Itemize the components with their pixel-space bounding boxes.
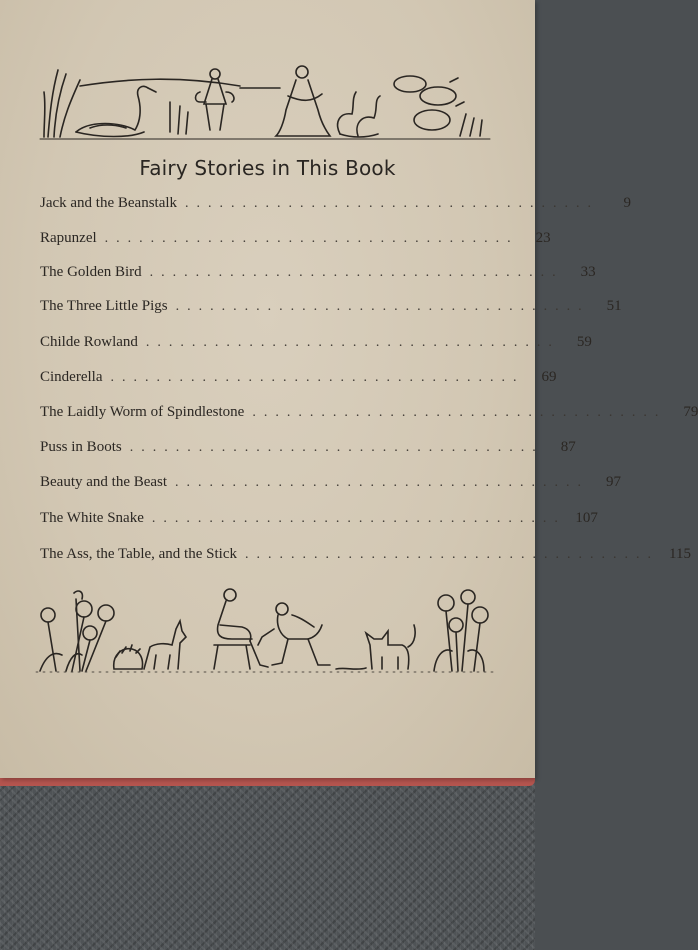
- dot-leader: ....................................: [175, 475, 590, 490]
- page-title: Fairy Stories in This Book: [139, 156, 396, 180]
- toc-entry-page: 79: [683, 404, 698, 420]
- toc-entry-title: Jack and the Beanstalk: [40, 195, 178, 211]
- toc-entry[interactable]: [40, 230, 551, 254]
- toc-entry-title: Rapunzel: [40, 230, 97, 246]
- toc-entry[interactable]: [40, 439, 576, 463]
- toc-entry-page: 97: [606, 474, 622, 490]
- dot-leader: ....................................: [151, 511, 566, 526]
- toc-entry-page: 33: [580, 264, 596, 280]
- toc-entry-page: 87: [560, 439, 576, 455]
- kneeling-prince-drawing: [258, 603, 330, 665]
- toc-entry-title: Beauty and the Beast: [40, 474, 168, 490]
- dot-leader: ....................................: [104, 231, 519, 246]
- toc-entry-title: Cinderella: [40, 369, 103, 385]
- dot-leader: ....................................: [185, 196, 600, 211]
- toc-entry-title: The Ass, the Table, and the Stick: [40, 546, 237, 562]
- toc-entry-title: The Golden Bird: [40, 264, 142, 280]
- cat-drawing: [366, 625, 415, 669]
- toc-entry-title: Puss in Boots: [40, 439, 122, 455]
- toc-entry[interactable]: [40, 195, 632, 219]
- bottom-illustration: [36, 585, 496, 677]
- toc-entry-title: The White Snake: [40, 510, 144, 526]
- carpet-background: [0, 780, 535, 950]
- toc-entry[interactable]: [40, 474, 622, 498]
- toc-entry[interactable]: [40, 264, 596, 288]
- toc-entry[interactable]: [40, 546, 691, 570]
- toc-entry[interactable]: [40, 369, 557, 393]
- toc-entry-page: 9: [623, 195, 632, 211]
- toc-entry[interactable]: [40, 334, 592, 358]
- toc-entry[interactable]: [40, 510, 598, 534]
- dot-leader: ....................................: [244, 547, 659, 562]
- flowers-drawing: [40, 591, 114, 671]
- dot-leader: ....................................: [145, 335, 560, 350]
- toc-entry[interactable]: [40, 298, 622, 322]
- girl-on-stool-drawing: [214, 589, 268, 669]
- dot-leader: ....................................: [129, 440, 544, 455]
- flowers-right-drawing: [434, 590, 488, 671]
- toc-entry-page: 51: [606, 298, 622, 314]
- toc-entry[interactable]: [40, 404, 698, 428]
- toc-entry-title: The Laidly Worm of Spindlestone: [40, 404, 245, 420]
- hedgehog-drawing: [114, 645, 143, 669]
- dog-drawing: [144, 621, 186, 669]
- ground-pebbles-drawing: [336, 668, 366, 669]
- toc-entry-page: 115: [669, 546, 691, 562]
- toc-entry-title: Childe Rowland: [40, 334, 138, 350]
- toc-entry-page: 59: [576, 334, 592, 350]
- dot-leader: ....................................: [110, 370, 525, 385]
- toc-entry-page: 107: [575, 510, 598, 526]
- dot-leader: ....................................: [252, 405, 667, 420]
- dot-leader: ....................................: [149, 265, 564, 280]
- toc-entry-page: 69: [541, 369, 557, 385]
- toc-entry-title: The Three Little Pigs: [40, 298, 168, 314]
- dot-leader: ....................................: [175, 299, 590, 314]
- toc-entry-page: 23: [535, 230, 551, 246]
